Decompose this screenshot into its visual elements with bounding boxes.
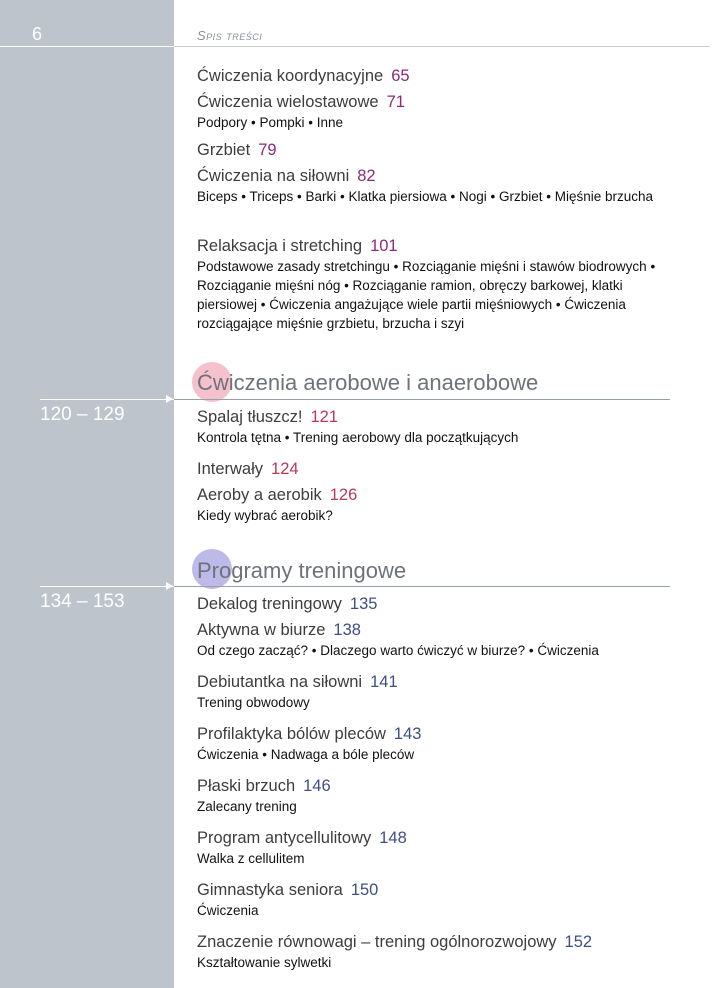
- entry-page: 65: [391, 67, 410, 85]
- header-divider: [0, 46, 174, 47]
- entry-page: 148: [379, 829, 407, 847]
- toc-entry[interactable]: [197, 723, 697, 775]
- running-head: Spis treści: [197, 28, 263, 43]
- entry-subtopics: Podstawowe zasady stretchingu • Rozciąganie mięśni i stawów biodrowych • Rozciąganie mięśni nóg • Rozciąganie ramion, obręczy barkowej, klatki piersiowej • Ćwiczenia angażujące wiele partii mięśniowych • Ćwiczenia rozciągające mięśnie grzbietu, brzucha i szyi: [197, 259, 656, 331]
- entry-page: 150: [350, 881, 379, 899]
- entry-page: 121: [310, 408, 338, 426]
- toc-block-3: [197, 593, 697, 972]
- entry-subtopics: Od czego zacząć? • Dlaczego warto ćwiczyć w biurze? • Ćwiczenia: [197, 643, 599, 658]
- toc-entry[interactable]: [197, 593, 697, 619]
- entry-title: Interwały: [197, 460, 264, 478]
- entry-subtopics: Ćwiczenia • Nadwaga a bóle pleców: [197, 747, 415, 762]
- section-heading: Ćwiczenia aerobowe i anaerobowe: [197, 370, 539, 395]
- entry-title: Profilaktyka bólów pleców: [197, 725, 386, 743]
- page-number: 6: [32, 24, 43, 44]
- entry-page: 124: [271, 460, 299, 478]
- entry-subtopics: Zalecany trening: [197, 799, 297, 814]
- page-range: 134 – 153: [40, 591, 125, 612]
- entry-title: Grzbiet: [197, 141, 251, 159]
- toc-entry[interactable]: [197, 775, 697, 827]
- toc-entry[interactable]: [197, 484, 697, 525]
- entry-title: Znaczenie równowagi – trening ogólnorozwojowy: [197, 933, 557, 951]
- toc-entry[interactable]: [197, 458, 697, 484]
- entry-title: Dekalog treningowy: [197, 595, 342, 613]
- entry-title: Debiutantka na siłowni: [197, 673, 363, 691]
- toc-entry[interactable]: [197, 65, 697, 91]
- toc-entry[interactable]: [197, 931, 697, 972]
- toc-entry[interactable]: [197, 879, 697, 931]
- arrow-right-icon: [166, 395, 173, 403]
- entry-subtopics: Trening obwodowy: [197, 695, 310, 710]
- entry-title: Spalaj tłuszcz!: [197, 408, 303, 426]
- entry-title: Ćwiczenia koordynacyjne: [197, 67, 384, 85]
- entry-page: 138: [333, 621, 361, 639]
- section-rule: [174, 399, 670, 400]
- entry-page: 152: [564, 933, 593, 951]
- toc-entry[interactable]: [197, 139, 697, 165]
- entry-page: 135: [349, 595, 378, 613]
- entry-subtopics: Ćwiczenia: [197, 903, 259, 918]
- section-heading: Programy treningowe: [197, 558, 407, 583]
- entry-title: Relaksacja i stretching: [197, 237, 363, 255]
- entry-title: Ćwiczenia na siłowni: [197, 167, 350, 185]
- toc-block-2: [197, 406, 697, 525]
- page-range: 120 – 129: [40, 404, 125, 425]
- header-divider: [174, 46, 710, 47]
- toc-entry[interactable]: [197, 165, 697, 235]
- entry-page: 82: [357, 167, 376, 185]
- entry-page: 71: [386, 93, 405, 111]
- arrow-right-icon: [166, 582, 173, 590]
- toc-entry[interactable]: [197, 827, 697, 879]
- entry-subtopics: Kontrola tętna • Trening aerobowy dla początkujących: [197, 430, 519, 445]
- entry-page: 141: [370, 673, 398, 691]
- entry-title: Płaski brzuch: [197, 777, 296, 795]
- section-rule: [40, 586, 174, 587]
- entry-title: Program antycellulitowy: [197, 829, 372, 847]
- toc-entry[interactable]: [197, 91, 697, 139]
- entry-page: 126: [329, 486, 358, 504]
- entry-title: Ćwiczenia wielostawowe: [197, 93, 379, 111]
- toc-entry[interactable]: [197, 406, 697, 458]
- entry-subtopics: Kształtowanie sylwetki: [197, 955, 332, 970]
- entry-subtopics: Kiedy wybrać aerobik?: [197, 508, 333, 523]
- toc-entry[interactable]: [197, 619, 697, 671]
- entry-page: 101: [370, 237, 398, 255]
- sidebar-panel: [0, 0, 174, 988]
- entry-subtopics: Biceps • Triceps • Barki • Klatka piersiowa • Nogi • Grzbiet • Mięśnie brzucha: [197, 189, 654, 204]
- toc-entry[interactable]: [197, 235, 697, 333]
- entry-subtopics: Podpory • Pompki • Inne: [197, 115, 344, 130]
- toc-entry[interactable]: [197, 671, 697, 723]
- entry-title: Aktywna w biurze: [197, 621, 326, 639]
- entry-page: 146: [303, 777, 331, 795]
- entry-page: 143: [393, 725, 422, 743]
- entry-page: 79: [258, 141, 277, 159]
- section-rule: [40, 399, 174, 400]
- entry-title: Gimnastyka seniora: [197, 881, 343, 899]
- section-rule: [174, 586, 670, 587]
- entry-title: Aeroby a aerobik: [197, 486, 322, 504]
- entry-subtopics: Walka z cellulitem: [197, 851, 305, 866]
- toc-block-1: [197, 65, 697, 333]
